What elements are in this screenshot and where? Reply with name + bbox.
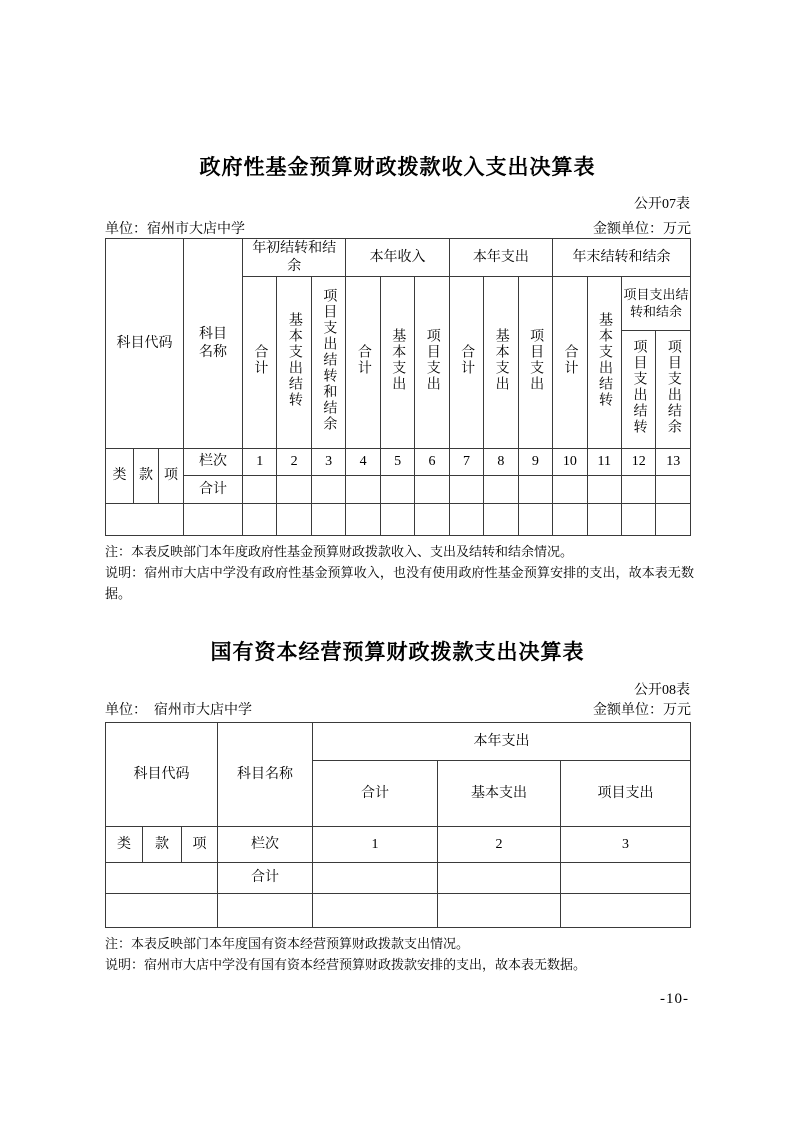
header-col-7: 合计 <box>449 277 483 449</box>
total-row-label: 合计 <box>184 476 243 504</box>
header-group-year-expense: 本年支出 <box>313 723 691 761</box>
page-number: -10- <box>660 991 689 1007</box>
value-cell <box>561 894 691 928</box>
value-cell <box>553 504 587 536</box>
col-number: 1 <box>313 827 438 863</box>
col-number: 8 <box>484 449 518 476</box>
code-col-section: 款 <box>134 449 159 504</box>
value-cell <box>346 504 380 536</box>
header-col-1: 合计 <box>243 277 277 449</box>
table1-notes <box>105 542 694 604</box>
value-cell <box>622 476 656 504</box>
table1-form-number: 公开07表 <box>634 197 690 212</box>
table1-empty-row <box>106 504 691 536</box>
col-number: 13 <box>656 449 690 476</box>
table1-note: 注：本表反映部门本年度政府性基金预算财政拨款收入、支出及结转和结余情况。 <box>105 544 574 559</box>
header-group-begin-balance: 年初结转和结余 <box>243 239 346 277</box>
col-number: 2 <box>277 449 311 476</box>
col-number: 3 <box>561 827 691 863</box>
value-cell <box>518 476 552 504</box>
value-cell <box>277 476 311 504</box>
value-cell <box>587 504 621 536</box>
table2-group-header-row <box>106 723 691 761</box>
empty-code-cell <box>106 504 184 536</box>
table1-description: 说明：宿州市大店中学没有政府性基金预算收入，也没有使用政府性基金预算安排的支出，故本表无数据。 <box>105 564 694 601</box>
value-cell <box>553 476 587 504</box>
header-col-13: 项目支出结余 <box>656 331 690 449</box>
header-col-5: 基本支出 <box>380 277 414 449</box>
value-cell <box>415 504 449 536</box>
table2-total-row <box>106 863 691 894</box>
value-cell <box>656 504 690 536</box>
state-capital-budget-table <box>105 722 691 928</box>
header-subgroup-project-balance: 项目支出结转和结余 <box>622 277 691 331</box>
header-col-3: 项目支出结转和结余 <box>311 277 345 449</box>
row-index-label: 栏次 <box>184 449 243 476</box>
col-number: 11 <box>587 449 621 476</box>
table1-unit-label: 单位：宿州市大店中学 <box>105 222 245 237</box>
header-subject-code: 科目代码 <box>106 239 184 449</box>
value-cell <box>313 894 438 928</box>
table1-title: 政府性基金预算财政拨款收入支出决算表 <box>199 156 596 179</box>
col-number: 12 <box>622 449 656 476</box>
header-col-11: 基本支出结转 <box>587 277 621 449</box>
header-col-project: 项目支出 <box>561 761 691 827</box>
value-cell <box>346 476 380 504</box>
col-number: 1 <box>243 449 277 476</box>
govt-fund-budget-table <box>105 238 691 536</box>
table2-note: 注：本表反映部门本年度国有资本经营预算财政拨款支出情况。 <box>105 936 470 951</box>
col-number: 5 <box>380 449 414 476</box>
empty-name-cell <box>184 504 243 536</box>
col-number: 9 <box>518 449 552 476</box>
value-cell <box>438 894 561 928</box>
table2-unit-line <box>105 699 691 719</box>
value-cell <box>380 476 414 504</box>
header-subject-name: 科目名称 <box>184 239 243 449</box>
col-number: 6 <box>415 449 449 476</box>
code-col-item: 项 <box>182 827 218 863</box>
value-cell <box>415 476 449 504</box>
header-col-12: 项目支出结转 <box>622 331 656 449</box>
table2-amount-unit-label: 金额单位：万元 <box>593 703 691 718</box>
header-group-year-income: 本年收入 <box>346 239 449 277</box>
header-col-basic: 基本支出 <box>438 761 561 827</box>
row-index-label: 栏次 <box>218 827 313 863</box>
table1-column-index-row <box>106 449 691 476</box>
value-cell <box>484 504 518 536</box>
table2-form-number: 公开08表 <box>634 683 690 698</box>
value-cell <box>311 476 345 504</box>
col-number: 4 <box>346 449 380 476</box>
empty-name-cell <box>218 894 313 928</box>
header-col-9: 项目支出 <box>518 277 552 449</box>
empty-code-cell <box>106 863 218 894</box>
value-cell <box>518 504 552 536</box>
value-cell <box>311 504 345 536</box>
table2-title: 国有资本经营预算财政拨款支出决算表 <box>210 641 585 664</box>
value-cell <box>313 863 438 894</box>
header-group-end-balance: 年末结转和结余 <box>553 239 691 277</box>
header-col-8: 基本支出 <box>484 277 518 449</box>
value-cell <box>243 476 277 504</box>
code-col-item: 项 <box>159 449 184 504</box>
total-row-label: 合计 <box>218 863 313 894</box>
col-number: 7 <box>449 449 483 476</box>
table2-column-index-row <box>106 827 691 863</box>
value-cell <box>277 504 311 536</box>
col-number: 3 <box>311 449 345 476</box>
header-col-10: 合计 <box>553 277 587 449</box>
col-number: 10 <box>553 449 587 476</box>
table2-description: 说明：宿州市大店中学没有国有资本经营预算财政拨款安排的支出，故本表无数据。 <box>105 956 587 972</box>
code-col-class: 类 <box>106 827 143 863</box>
header-col-total: 合计 <box>313 761 438 827</box>
header-col-6: 项目支出 <box>415 277 449 449</box>
col-number: 2 <box>438 827 561 863</box>
header-col-2: 基本支出结转 <box>277 277 311 449</box>
value-cell <box>484 476 518 504</box>
empty-code-cell <box>106 894 218 928</box>
table1-group-header-row <box>106 239 691 277</box>
table1-total-row <box>106 476 691 504</box>
table1-unit-line <box>105 218 691 238</box>
value-cell <box>561 863 691 894</box>
table2-notes <box>105 934 694 976</box>
table1-amount-unit-label: 金额单位：万元 <box>593 222 691 237</box>
value-cell <box>243 504 277 536</box>
value-cell <box>449 504 483 536</box>
code-col-section: 款 <box>143 827 182 863</box>
value-cell <box>380 504 414 536</box>
header-group-year-expense: 本年支出 <box>449 239 552 277</box>
value-cell <box>438 863 561 894</box>
value-cell <box>449 476 483 504</box>
code-col-class: 类 <box>106 449 134 504</box>
header-col-4: 合计 <box>346 277 380 449</box>
value-cell <box>587 476 621 504</box>
table2-unit-label: 单位： 宿州市大店中学 <box>105 703 252 718</box>
table2-empty-row <box>106 894 691 928</box>
value-cell <box>622 504 656 536</box>
value-cell <box>656 476 690 504</box>
header-subject-code: 科目代码 <box>106 723 218 827</box>
header-subject-name: 科目名称 <box>218 723 313 827</box>
